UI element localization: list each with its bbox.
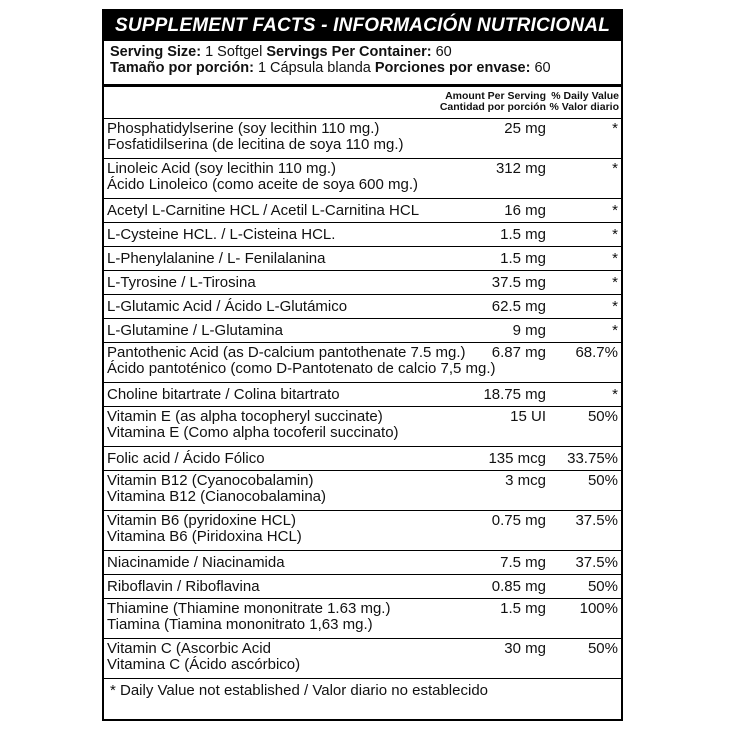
nutrient-amount: 62.5 mg: [491, 298, 546, 315]
table-row: [104, 295, 621, 319]
nutrient-name: [107, 275, 256, 291]
nutrient-amount: 6.87 mg: [491, 344, 546, 361]
nutrient-name: [107, 513, 302, 545]
nutrient-daily-value: *: [612, 250, 618, 267]
nutrient-name: [107, 227, 335, 243]
nutrient-name-en: L-Glutamine / L-Glutamina: [107, 322, 283, 339]
nutrient-name-en: L-Tyrosine / L-Tirosina: [107, 274, 256, 291]
table-row: [104, 271, 621, 295]
nutrient-name: [107, 121, 404, 153]
nutrient-name: [107, 299, 347, 315]
tamano-porcion-value: 1 Cápsula blanda: [257, 60, 371, 76]
nutrient-name-en: L-Phenylalanine / L- Fenilalanina: [107, 250, 326, 267]
nutrient-name: [107, 323, 283, 339]
nutrient-amount: 9 mg: [512, 322, 546, 339]
nutrient-daily-value: *: [612, 298, 618, 315]
nutrient-daily-value: *: [612, 202, 618, 219]
daily-value-header: [547, 91, 619, 113]
nutrient-name-es: Vitamina B6 (Piridoxina HCL): [107, 528, 302, 545]
daily-value-header-es: % Valor diario: [549, 101, 619, 113]
nutrient-amount: 1.5 mg: [500, 226, 546, 243]
serving-line-en: [110, 44, 615, 60]
nutrient-name: [107, 251, 325, 267]
nutrient-amount: 3 mcg: [505, 472, 546, 489]
nutrient-name-es: Vitamina B12 (Cianocobalamina): [107, 488, 327, 505]
nutrient-daily-value: 50%: [587, 640, 618, 657]
nutrient-daily-value: 100%: [579, 600, 618, 617]
nutrient-name-en: Niacinamide / Niacinamida: [107, 554, 285, 571]
nutrient-amount: 30 mg: [504, 640, 546, 657]
table-row: [104, 119, 621, 159]
nutrient-name-en: L-Glutamic Acid / Ácido L-Glutámico: [107, 298, 348, 315]
daily-value-header-en: % Daily Value: [551, 90, 619, 102]
nutrient-amount: 7.5 mg: [500, 554, 546, 571]
panel-title: SUPPLEMENT FACTS - INFORMACIÓN NUTRICIONAL: [104, 11, 621, 41]
servings-per-container-value: 60: [435, 44, 452, 60]
nutrient-daily-value: 33.75%: [567, 450, 618, 467]
tamano-porcion-label: Tamaño por porción:: [110, 60, 254, 76]
table-row: [104, 199, 621, 223]
nutrient-name-en: Thiamine (Thiamine mononitrate 1.63 mg.): [107, 600, 391, 617]
nutrient-daily-value: *: [612, 274, 618, 291]
nutrient-name: [107, 641, 300, 673]
nutrient-daily-value: *: [612, 226, 618, 243]
serving-size-label: Serving Size:: [110, 44, 202, 60]
nutrient-name-en: Pantothenic Acid (as D-calcium pantothenate 7.5 mg.): [107, 344, 466, 361]
nutrient-name: [107, 161, 418, 193]
nutrient-name-es: Tiamina (Tiamina mononitrato 1,63 mg.): [107, 616, 373, 633]
nutrient-amount: 0.85 mg: [491, 578, 546, 595]
nutrient-daily-value: 50%: [587, 578, 618, 595]
nutrient-name-es: Ácido pantoténico (como D-Pantotenato de calcio 7,5 mg.): [107, 360, 496, 377]
serving-size-value: 1 Softgel: [205, 44, 263, 60]
nutrient-name-es: Ácido Linoleico (como aceite de soya 600 mg.): [107, 176, 419, 193]
servings-per-container-label: Servings Per Container:: [266, 44, 432, 60]
nutrient-name-en: Vitamin B12 (Cyanocobalamin): [107, 472, 314, 489]
table-row: [104, 471, 621, 511]
serving-info: [104, 41, 621, 87]
nutrient-daily-value: 37.5%: [575, 554, 618, 571]
table-row: [104, 639, 621, 679]
table-row: [104, 383, 621, 407]
nutrient-daily-value: 37.5%: [575, 512, 618, 529]
table-row: [104, 159, 621, 199]
table-row: [104, 551, 621, 575]
nutrient-name: [107, 601, 390, 633]
table-row: [104, 407, 621, 447]
nutrient-amount: 37.5 mg: [491, 274, 546, 291]
table-row: [104, 511, 621, 551]
nutrient-name: [107, 473, 326, 505]
footnote: * Daily Value not established / Valor diario no establecido: [110, 682, 489, 699]
nutrient-name-es: Vitamina E (Como alpha tocoferil succinato): [107, 424, 399, 441]
nutrient-daily-value: *: [612, 160, 618, 177]
nutrient-amount: 18.75 mg: [483, 386, 546, 403]
supplement-facts-panel: [102, 9, 623, 721]
nutrient-daily-value: 50%: [587, 472, 618, 489]
nutrient-amount: 312 mg: [495, 160, 546, 177]
nutrient-name: [107, 579, 260, 595]
nutrient-daily-value: *: [612, 322, 618, 339]
nutrient-name-en: Folic acid / Ácido Fólico: [107, 450, 265, 467]
nutrient-name-en: Vitamin E (as alpha tocopheryl succinate): [107, 408, 383, 425]
nutrient-amount: 1.5 mg: [500, 250, 546, 267]
nutrient-amount: 1.5 mg: [500, 600, 546, 617]
table-row: [104, 343, 621, 383]
nutrient-amount: 25 mg: [504, 120, 546, 137]
table-row: [104, 447, 621, 471]
table-row: [104, 247, 621, 271]
amount-header: [418, 91, 546, 113]
nutrient-name-en: Riboflavin / Riboflavina: [107, 578, 260, 595]
nutrient-name: [107, 555, 285, 571]
table-row: [104, 575, 621, 599]
table-row: [104, 599, 621, 639]
nutrient-name-en: Vitamin B6 (pyridoxine HCL): [107, 512, 296, 529]
nutrient-name-es: Vitamina C (Ácido ascórbico): [107, 656, 301, 673]
nutrient-name: [107, 409, 399, 441]
nutrient-daily-value: *: [612, 120, 618, 137]
nutrient-name-en: Acetyl L-Carnitine HCL / Acetil L-Carnitina HCL: [107, 202, 420, 219]
nutrient-name-en: L-Cysteine HCL. / L-Cisteina HCL.: [107, 226, 336, 243]
nutrient-amount: 15 UI: [510, 408, 546, 425]
nutrient-daily-value: 68.7%: [575, 344, 618, 361]
nutrient-amount: 16 mg: [504, 202, 546, 219]
nutrient-amount: 135 mcg: [488, 450, 546, 467]
nutrient-daily-value: *: [612, 386, 618, 403]
nutrient-name: [107, 387, 340, 403]
nutrient-name-en: Phosphatidylserine (soy lecithin 110 mg.): [107, 120, 380, 137]
nutrient-daily-value: 50%: [587, 408, 618, 425]
nutrient-name-en: Linoleic Acid (soy lecithin 110 mg.): [107, 160, 336, 177]
porciones-envase-value: 60: [534, 60, 551, 76]
nutrient-name-en: Choline bitartrate / Colina bitartrato: [107, 386, 340, 403]
nutrient-name: [107, 203, 419, 219]
serving-line-es: [110, 60, 615, 76]
nutrient-rows: [104, 119, 621, 679]
table-row: [104, 319, 621, 343]
nutrient-name-es: Fosfatidilserina (de lecitina de soya 110 mg.): [107, 136, 404, 153]
amount-header-es: Cantidad por porción: [439, 101, 546, 113]
table-row: [104, 223, 621, 247]
amount-header-en: Amount Per Serving: [445, 90, 546, 102]
porciones-envase-label: Porciones por envase:: [374, 60, 531, 76]
nutrient-name-en: Vitamin C (Ascorbic Acid: [107, 640, 271, 657]
nutrient-amount: 0.75 mg: [491, 512, 546, 529]
column-header: [104, 87, 621, 119]
nutrient-name: [107, 451, 265, 467]
